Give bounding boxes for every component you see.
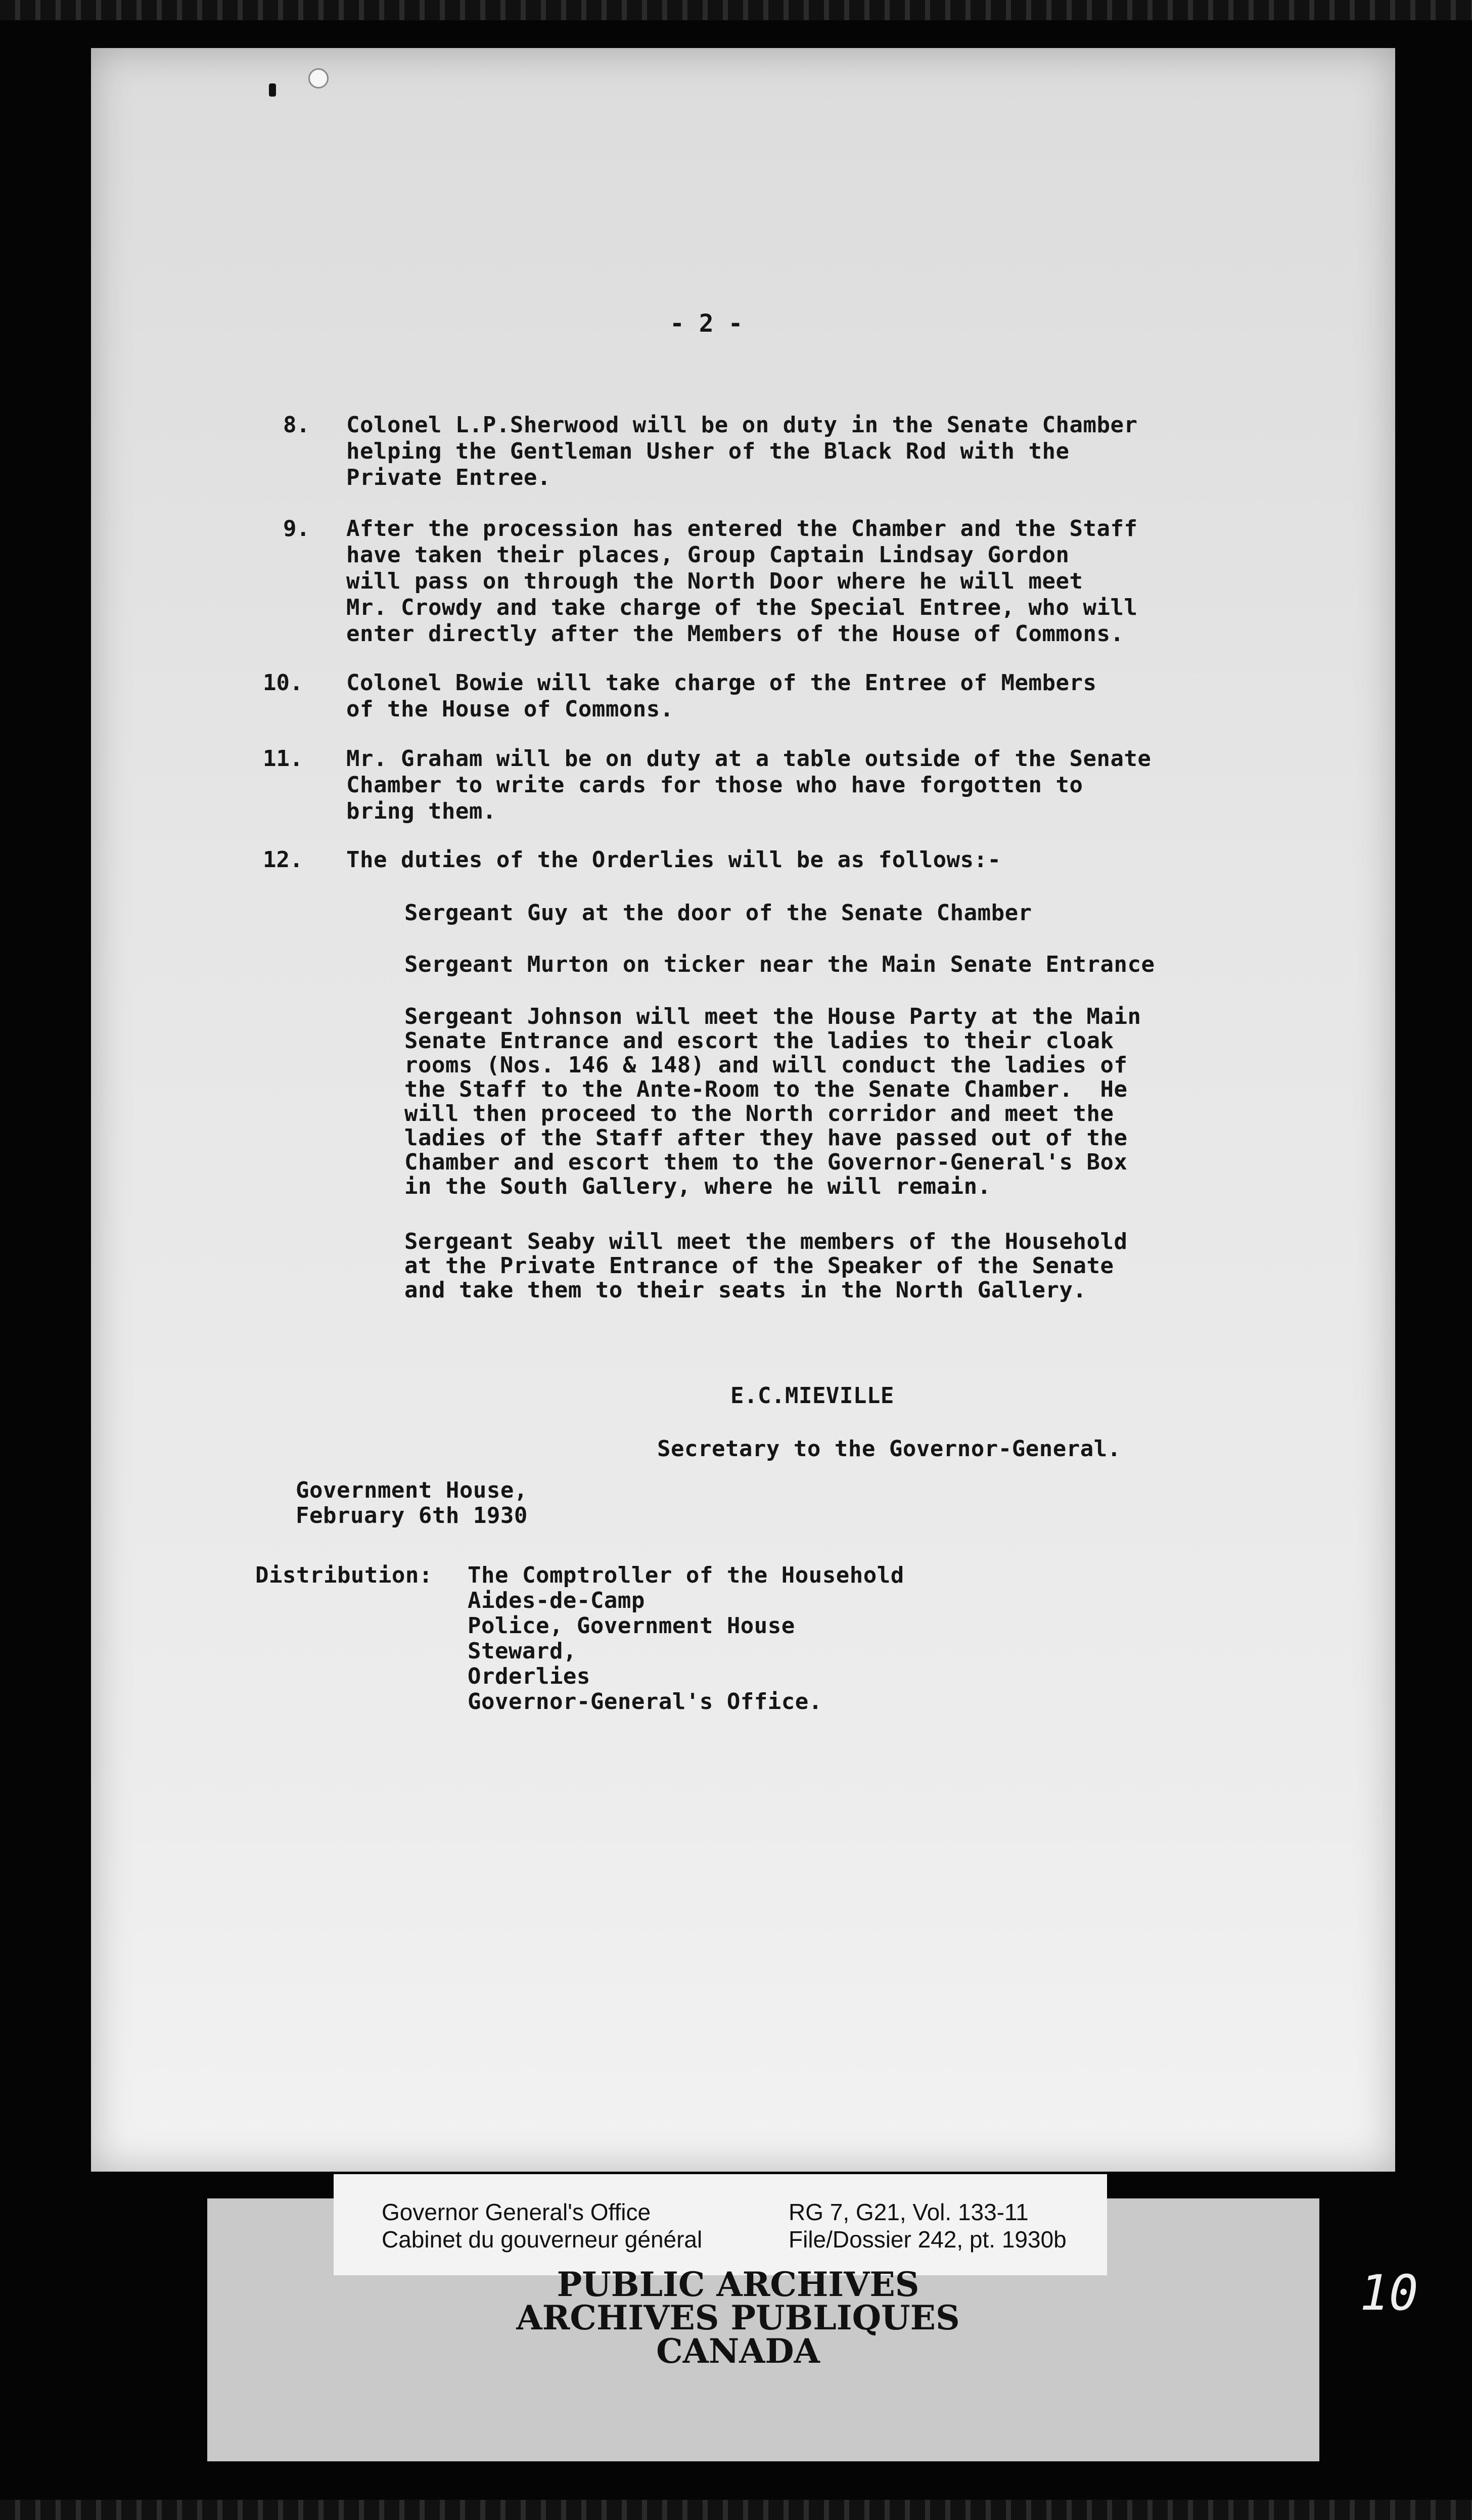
item-line: helping the Gentleman Usher of the Black Rod with the [346, 438, 1070, 464]
ink-speck [269, 83, 276, 97]
item-line: bring them. [346, 798, 496, 824]
item-line: will pass on through the North Door where he will meet [346, 568, 1083, 594]
item-line: Chamber to write cards for those who have forgotten to [346, 772, 1083, 798]
distribution-entry: The Comptroller of the Household [468, 1562, 904, 1588]
orderly-line: Sergeant Seaby will meet the members of the Household [404, 1229, 1128, 1254]
film-edge-bottom [0, 2500, 1472, 2520]
orderly-line: Chamber and escort them to the Governor-General's Box [404, 1149, 1128, 1175]
stamp-line-country: CANADA [656, 2331, 820, 2371]
distribution-entry: Aides-de-Camp [468, 1588, 645, 1613]
stamp-line-fr: ARCHIVES PUBLIQUES [516, 2298, 960, 2337]
signature-name: E.C.MIEVILLE [730, 1383, 894, 1409]
orderly-line: will then proceed to the North corridor and meet the [404, 1101, 1114, 1127]
punch-hole [308, 68, 329, 88]
item-line: of the House of Commons. [346, 696, 674, 722]
record-group: RG 7, G21, Vol. 133-11 [789, 2199, 1029, 2225]
orderly-line: ladies of the Staff after they have passed out of the [404, 1125, 1128, 1151]
item-line: Private Entree. [346, 465, 551, 490]
orderly-line: and take them to their seats in the North Gallery. [404, 1277, 1087, 1303]
item-number: 11. [263, 746, 303, 772]
item-line: Mr. Crowdy and take charge of the Special Entree, who will [346, 595, 1138, 620]
orderly-line: Sergeant Johnson will meet the House Party at the Main [404, 1004, 1141, 1029]
orderly-line: the Staff to the Ante-Room to the Senate Chamber. He [404, 1076, 1128, 1102]
distribution-entry: Police, Government House [468, 1613, 795, 1639]
office-name-fr: Cabinet du gouverneur général [382, 2226, 703, 2253]
place: Government House, [296, 1477, 528, 1503]
item-line: enter directly after the Members of the House of Commons. [346, 621, 1124, 647]
film-edge-top [0, 0, 1472, 20]
item-line: The duties of the Orderlies will be as follows:- [346, 847, 1001, 873]
item-line: After the procession has entered the Chamber and the Staff [346, 516, 1138, 542]
distribution-label: Distribution: [255, 1562, 433, 1588]
archive-reference-label [334, 2174, 1107, 2275]
orderly-line: at the Private Entrance of the Speaker of the Senate [404, 1253, 1114, 1279]
item-line: have taken their places, Group Captain Lindsay Gordon [346, 542, 1070, 568]
signature-title: Secretary to the Governor-General. [657, 1436, 1121, 1462]
orderly-line: rooms (Nos. 146 & 148) and will conduct the ladies of [404, 1052, 1128, 1078]
orderly-line: Sergeant Murton on ticker near the Main Senate Entrance [404, 952, 1155, 977]
file-number: File/Dossier 242, pt. 1930b [789, 2226, 1067, 2253]
item-line: Colonel L.P.Sherwood will be on duty in the Senate Chamber [346, 412, 1138, 438]
date: February 6th 1930 [296, 1503, 528, 1528]
distribution-entry: Steward, [468, 1638, 577, 1664]
stamp-line-en: PUBLIC ARCHIVES [557, 2265, 919, 2304]
item-line: Mr. Graham will be on duty at a table outside of the Senate [346, 746, 1152, 772]
item-number: 12. [263, 847, 303, 873]
distribution-entry: Orderlies [468, 1663, 590, 1689]
item-line: Colonel Bowie will take charge of the Entree of Members [346, 670, 1097, 696]
orderly-line: Senate Entrance and escort the ladies to their cloak [404, 1028, 1114, 1054]
item-number: 8. [283, 412, 310, 438]
distribution-entry: Governor-General's Office. [468, 1689, 822, 1715]
orderly-line: Sergeant Guy at the door of the Senate Chamber [404, 900, 1032, 926]
page-number: - 2 - [670, 309, 743, 338]
archives-stamp [283, 2265, 1193, 2419]
frame-number: 10 [1360, 2265, 1418, 2321]
item-number: 10. [263, 670, 303, 696]
orderly-line: in the South Gallery, where he will remain. [404, 1174, 991, 1199]
office-name-en: Governor General's Office [382, 2199, 651, 2225]
item-number: 9. [283, 516, 310, 542]
